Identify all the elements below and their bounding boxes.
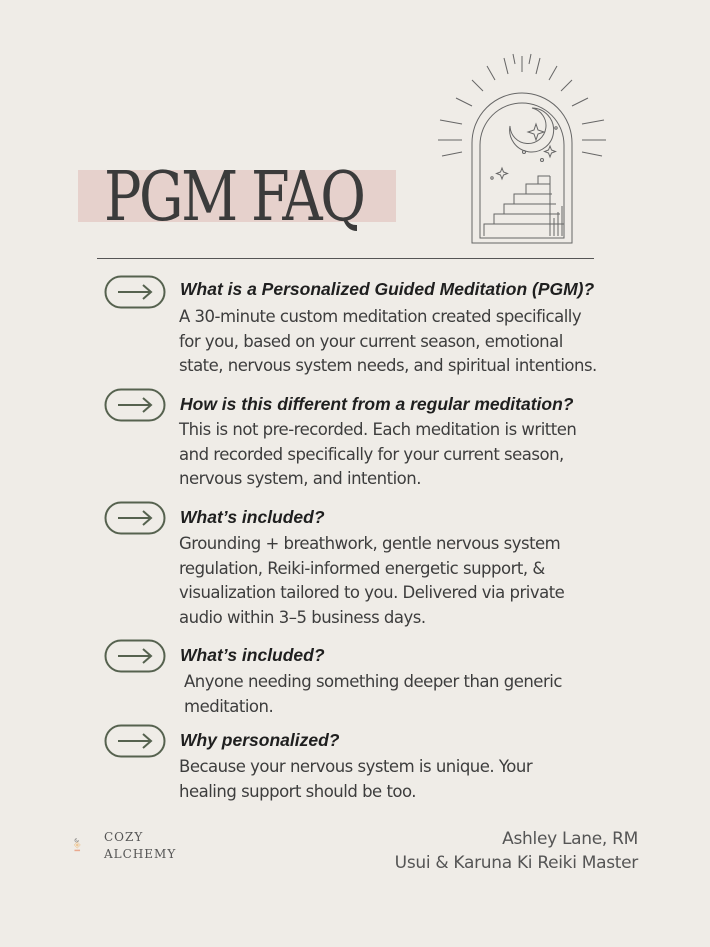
answer-line: Anyone needing something deeper than generic — [184, 672, 562, 691]
arch-stairs-illustration — [432, 48, 612, 248]
faq-question: What is a Personalized Guided Meditation (PGM)? — [180, 279, 595, 299]
page-title: PGM FAQ — [104, 158, 364, 237]
faq-answer — [184, 670, 644, 719]
faq-question: What’s included? — [180, 507, 325, 527]
arrow-right-icon — [104, 275, 166, 309]
arrow-right-icon — [104, 724, 166, 758]
faq-question: What’s included? — [180, 645, 325, 665]
arrow-right-icon — [104, 501, 166, 535]
answer-line: audio within 3–5 business days. — [179, 607, 426, 627]
title-block — [74, 148, 404, 248]
arrow-right-icon — [104, 639, 166, 673]
faq-answer — [179, 755, 639, 804]
signature-name: Ashley Lane, RM — [502, 829, 638, 849]
arrow-right-icon — [104, 388, 166, 422]
answer-line: A 30-minute custom meditation created specifically — [179, 307, 582, 326]
brand-name-line1: COZY — [104, 830, 144, 844]
answer-line: and recorded specifically for your current season, — [179, 444, 564, 464]
answer-line: for you, based on your current season, emotional — [179, 331, 563, 351]
faq-answer — [179, 305, 639, 379]
title-divider — [97, 258, 594, 259]
answer-line: state, nervous system needs, and spiritual intentions. — [179, 356, 597, 375]
answer-line: This is not pre-recorded. Each meditation is written — [179, 420, 577, 439]
moon-diamond-logo-icon — [72, 818, 106, 872]
answer-line: regulation, Reiki-informed energetic support, & — [179, 558, 545, 578]
faq-question: Why personalized? — [180, 730, 340, 750]
answer-line: nervous system, and intention. — [179, 469, 421, 488]
faq-question: How is this different from a regular meditation? — [180, 394, 574, 414]
answer-line: Because your nervous system is unique. Your — [179, 757, 533, 776]
faq-answer — [179, 418, 639, 492]
answer-line: visualization tailored to you. Delivered via private — [179, 583, 565, 602]
answer-line: healing support should be too. — [179, 781, 417, 801]
brand-name-line2: ALCHEMY — [104, 847, 177, 861]
answer-line: Grounding + breathwork, gentle nervous system — [179, 534, 561, 553]
answer-line: meditation. — [184, 696, 274, 716]
faq-answer — [179, 532, 639, 630]
signature-credential: Usui & Karuna Ki Reiki Master — [394, 853, 638, 873]
